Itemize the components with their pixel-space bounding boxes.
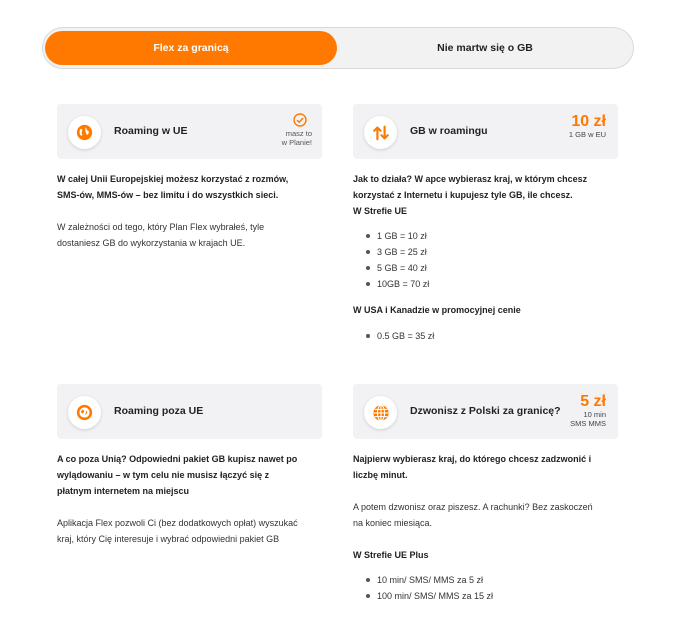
roaming-ue-text-1: W zależności od tego, który Plan Flex wybrałeś, tyle bbox=[57, 222, 265, 232]
list-item: 1 GB = 10 zł bbox=[365, 228, 429, 244]
promo-label: W USA i Kanadzie w promocyjnej cenie bbox=[353, 305, 521, 315]
globe-outline-icon bbox=[68, 396, 101, 429]
outside-text-2: kraj, który Cię interesuje i wybrać odpowiedni pakiet GB bbox=[57, 534, 280, 544]
zone-label: W Strefie UE bbox=[353, 206, 408, 216]
zone-label: W Strefie UE Plus bbox=[353, 550, 429, 560]
list-item: 10GB = 70 zł bbox=[365, 276, 429, 292]
roaming-ue-bold-2: SMS-ów, MMS-ów – bez limitu i do wszystkich sieci. bbox=[57, 190, 279, 200]
list-item: 5 GB = 40 zł bbox=[365, 260, 429, 276]
gb-zone-list bbox=[365, 228, 429, 292]
list-item: 10 min/ SMS/ MMS za 5 zł bbox=[365, 572, 493, 588]
outside-bold-3: płatnym internetem na miejscu bbox=[57, 486, 190, 496]
call-bold-1: Najpierw wybierasz kraj, do którego chcesz zadzwonić i bbox=[353, 454, 592, 464]
list-item: 3 GB = 25 zł bbox=[365, 244, 429, 260]
call-text-1: A potem dzwonisz oraz piszesz. A rachunki? Bez zaskoczeń bbox=[353, 502, 593, 512]
price-tag: 5 zł 10 min SMS MMS bbox=[570, 393, 606, 428]
call-zone-list bbox=[365, 572, 493, 604]
transfer-arrows-icon bbox=[364, 116, 397, 149]
card-roaming-outside-header bbox=[57, 384, 322, 439]
list-item: 0.5 GB = 35 zł bbox=[365, 328, 434, 344]
roaming-ue-bold-1: W całej Unii Europejskiej możesz korzystać z rozmów, bbox=[57, 174, 289, 184]
price-tag: 10 zł 1 GB w EU bbox=[568, 113, 606, 139]
call-bold-2: liczbę minut. bbox=[353, 470, 408, 480]
included-badge: masz to w Planie! bbox=[282, 113, 312, 147]
check-circle-icon bbox=[293, 113, 307, 127]
globe-icon bbox=[68, 116, 101, 149]
promo-list bbox=[365, 328, 434, 344]
card-gb-roaming-header bbox=[353, 104, 618, 159]
call-text-2: na koniec miesiąca. bbox=[353, 518, 433, 528]
list-item: 100 min/ SMS/ MMS za 15 zł bbox=[365, 588, 493, 604]
gb-roaming-bold-2: korzystać z Internetu i kupujesz tyle GB, ile chcesz. bbox=[353, 190, 573, 200]
card-roaming-ue-header bbox=[57, 104, 322, 159]
tab-no-worry-gb[interactable]: Nie martw się o GB bbox=[437, 42, 533, 54]
roaming-ue-text-2: dostaniesz GB do wykorzystania w krajach UE. bbox=[57, 238, 246, 248]
card-title: GB w roamingu bbox=[410, 125, 488, 137]
card-call-abroad-header bbox=[353, 384, 618, 439]
outside-bold-1: A co poza Unią? Odpowiedni pakiet GB kupisz nawet po bbox=[57, 454, 298, 464]
card-title: Dzwonisz z Polski za granicę? bbox=[410, 405, 561, 417]
tab-flex-abroad[interactable]: Flex za granicą bbox=[45, 31, 337, 65]
outside-text-1: Aplikacja Flex pozwoli Ci (bez dodatkowych opłat) wyszukać bbox=[57, 518, 298, 528]
gb-roaming-bold-1: Jak to działa? W apce wybierasz kraj, w którym chcesz bbox=[353, 174, 588, 184]
outside-bold-2: wylądowaniu – w tym celu nie musisz łączyć się z bbox=[57, 470, 270, 480]
card-title: Roaming w UE bbox=[114, 125, 188, 137]
world-grid-icon bbox=[364, 396, 397, 429]
card-title: Roaming poza UE bbox=[114, 405, 204, 417]
plan-toggle bbox=[42, 27, 634, 69]
